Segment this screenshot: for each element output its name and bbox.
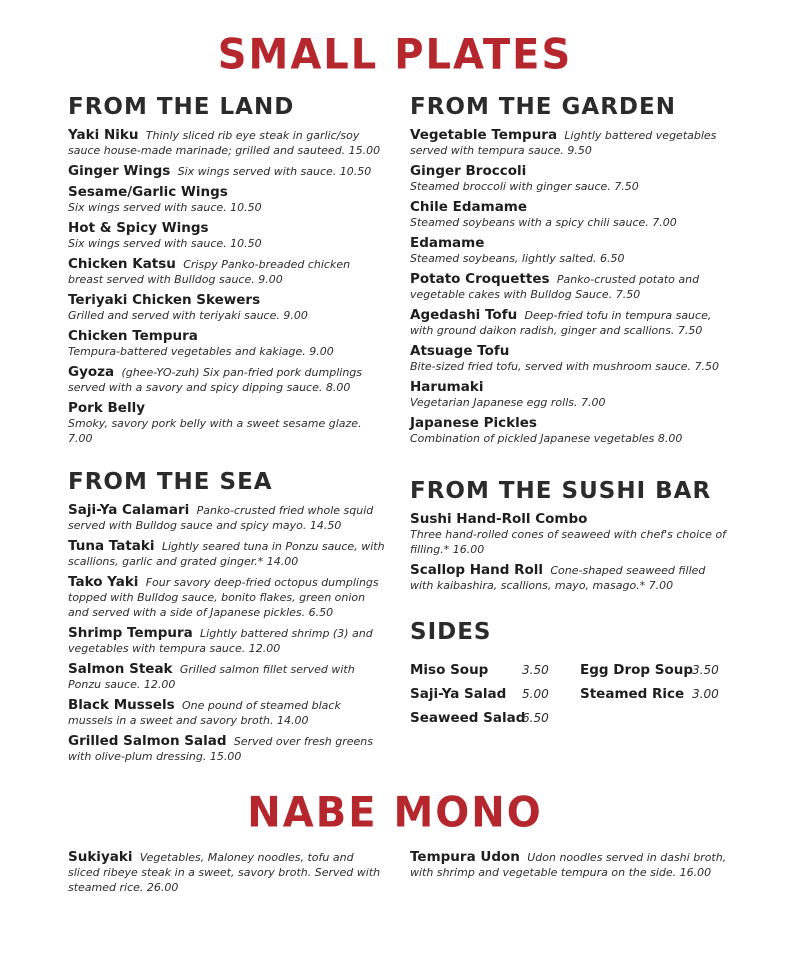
side-item [410, 686, 549, 702]
nabe-mono-title: NABE MONO [247, 788, 543, 838]
item-description: One pound of steamed black mussels in a sweet and savory broth. 14.00 [68, 699, 341, 727]
item-name: Grilled Salmon Salad [68, 733, 227, 749]
section-heading: FROM THE SEA [68, 469, 273, 495]
item-description: Grilled salmon fillet served with Ponzu sauce. 12.00 [68, 663, 355, 691]
menu-item [68, 626, 386, 656]
item-name: Black Mussels [68, 697, 175, 713]
item-name: Shrimp Tempura [68, 625, 193, 641]
sides-list [410, 662, 728, 732]
item-description: Lightly battered shrimp (3) and vegetables with tempura sauce. 12.00 [68, 627, 373, 655]
menu-item [410, 850, 728, 880]
item-name: Miso Soup [410, 662, 489, 678]
item-name: Teriyaki Chicken Skewers [68, 292, 261, 308]
menu-item [410, 380, 728, 410]
section-from-the-garden [410, 96, 728, 452]
item-description: Smoky, savory pork belly with a sweet sesame glaze. 7.00 [68, 417, 362, 445]
item-name: Egg Drop Soup [580, 662, 694, 678]
item-name: Atsuage Tofu [410, 343, 510, 359]
menu-item [68, 329, 386, 359]
item-price: 3.50 [692, 663, 719, 677]
item-name: Salmon Steak [68, 661, 173, 677]
item-description: Panko-crusted potato and vegetable cakes with Bulldog Sauce. 7.50 [410, 273, 700, 301]
item-description: Thinly sliced rib eye steak in garlic/soy sauce house-made marinade; grilled and sauteed. 15.00 [68, 129, 381, 157]
menu-item [68, 128, 386, 158]
menu-item [410, 128, 728, 158]
item-description: Lightly seared tuna in Ponzu sauce, with scallions, garlic and grated ginger.* 14.00 [68, 540, 385, 568]
item-name: Sesame/Garlic Wings [68, 184, 228, 200]
item-price: 3.50 [522, 663, 549, 677]
item-name: Harumaki [410, 379, 484, 395]
item-name: Vegetable Tempura [410, 127, 558, 143]
item-description: Vegetarian Japanese egg rolls. 7.00 [410, 396, 606, 409]
section-heading: FROM THE LAND [68, 94, 295, 120]
item-description: Steamed soybeans with a spicy chili sauce. 7.00 [410, 216, 677, 229]
item-name: Tempura Udon [410, 849, 520, 865]
menu-item [68, 365, 386, 395]
item-description: Lightly battered vegetables served with tempura sauce. 9.50 [410, 129, 717, 157]
item-name: Yaki Niku [68, 127, 139, 143]
section-from-the-land [68, 96, 386, 452]
item-description: Bite-sized fried tofu, served with mushroom sauce. 7.50 [410, 360, 719, 373]
menu-item [410, 563, 728, 593]
item-description: Four savory deep-fried octopus dumplings topped with Bulldog sauce, bonito flakes, green onion and served with a side of Japanese pickles. 6.50 [68, 576, 379, 619]
side-item [410, 710, 549, 726]
side-item [580, 686, 719, 702]
item-name: Ginger Broccoli [410, 163, 527, 179]
item-price: 6.50 [522, 711, 549, 725]
item-description: Udon noodles served in dashi broth, with shrimp and vegetable tempura on the side. 16.00 [410, 851, 727, 879]
item-name: Saji-Ya Calamari [68, 502, 190, 518]
menu-item [68, 662, 386, 692]
section-heading: FROM THE GARDEN [410, 94, 676, 120]
item-description: Six wings served with sauce. 10.50 [68, 201, 262, 214]
menu-item [68, 575, 386, 620]
item-description: Six wings served with sauce. 10.50 [177, 165, 372, 178]
item-name: Ginger Wings [68, 163, 171, 179]
menu-item [410, 164, 728, 194]
menu-item [410, 512, 728, 557]
menu-item [68, 257, 386, 287]
item-name: Steamed Rice [580, 686, 685, 702]
item-description: Deep-fried tofu in tempura sauce, with ground daikon radish, ginger and scallions. 7.50 [410, 309, 712, 337]
menu-item [68, 401, 386, 446]
item-description: Panko-crusted fried whole squid served with Bulldog sauce and spicy mayo. 14.50 [68, 504, 374, 532]
side-item [580, 662, 719, 678]
item-name: Hot & Spicy Wings [68, 220, 209, 236]
menu-item [68, 185, 386, 215]
menu-item [68, 539, 386, 569]
menu-item [68, 698, 386, 728]
item-price: 3.00 [692, 687, 719, 701]
item-name: Agedashi Tofu [410, 307, 518, 323]
section-from-the-sea [68, 471, 386, 770]
menu-item [68, 850, 386, 895]
menu-item [410, 308, 728, 338]
item-name: Tuna Tataki [68, 538, 155, 554]
nabe-item-left [68, 850, 386, 901]
section-sides [410, 621, 728, 653]
item-name: Edamame [410, 235, 485, 251]
small-plates-title: SMALL PLATES [217, 30, 573, 80]
item-name: Japanese Pickles [410, 415, 537, 431]
menu-item [68, 293, 386, 323]
item-description: Served over fresh greens with olive-plum dressing. 15.00 [68, 735, 373, 763]
item-name: Chile Edamame [410, 199, 528, 215]
item-name: Sukiyaki [68, 849, 133, 865]
menu-item [68, 734, 386, 764]
item-name: Chicken Tempura [68, 328, 198, 344]
item-name: Tako Yaki [68, 574, 139, 590]
item-description: Cone-shaped seaweed filled with kaibashira, scallions, mayo, masago.* 7.00 [410, 564, 706, 592]
section-from-the-sushi-bar [410, 480, 728, 599]
menu-item [68, 503, 386, 533]
item-name: Chicken Katsu [68, 256, 176, 272]
item-name: Sushi Hand-Roll Combo [410, 511, 588, 527]
item-name: Pork Belly [68, 400, 146, 416]
menu-item [410, 416, 728, 446]
menu-item [68, 221, 386, 251]
menu-item [410, 344, 728, 374]
item-name: Gyoza [68, 364, 115, 380]
item-price: 5.00 [522, 687, 549, 701]
item-description: Steamed broccoli with ginger sauce. 7.50 [410, 180, 639, 193]
item-description: Six wings served with sauce. 10.50 [68, 237, 262, 250]
item-name: Saji-Ya Salad [410, 686, 507, 702]
item-description: Three hand-rolled cones of seaweed with chef's choice of filling.* 16.00 [410, 528, 727, 556]
section-heading: SIDES [410, 619, 492, 645]
item-description: Grilled and served with teriyaki sauce. 9.00 [68, 309, 308, 322]
menu-item [410, 200, 728, 230]
menu-item [410, 236, 728, 266]
menu-item [68, 164, 386, 179]
section-heading: FROM THE SUSHI BAR [410, 478, 712, 504]
menu-item [410, 272, 728, 302]
item-name: Scallop Hand Roll [410, 562, 544, 578]
item-description: (ghee-YO-zuh) Six pan-fried pork dumplings served with a savory and spicy dipping sauce. 8.00 [68, 366, 363, 394]
nabe-item-right [410, 850, 728, 886]
item-description: Vegetables, Maloney noodles, tofu and sliced ribeye steak in a sweet, savory broth. Served with steamed rice. 26.00 [68, 851, 381, 894]
item-description: Tempura-battered vegetables and kakiage. 9.00 [68, 345, 334, 358]
item-name: Potato Croquettes [410, 271, 550, 287]
item-description: Combination of pickled Japanese vegetables 8.00 [410, 432, 683, 445]
item-description: Crispy Panko-breaded chicken breast served with Bulldog sauce. 9.00 [68, 258, 351, 286]
item-name: Seaweed Salad [410, 710, 526, 726]
side-item [410, 662, 549, 678]
item-description: Steamed soybeans, lightly salted. 6.50 [410, 252, 625, 265]
